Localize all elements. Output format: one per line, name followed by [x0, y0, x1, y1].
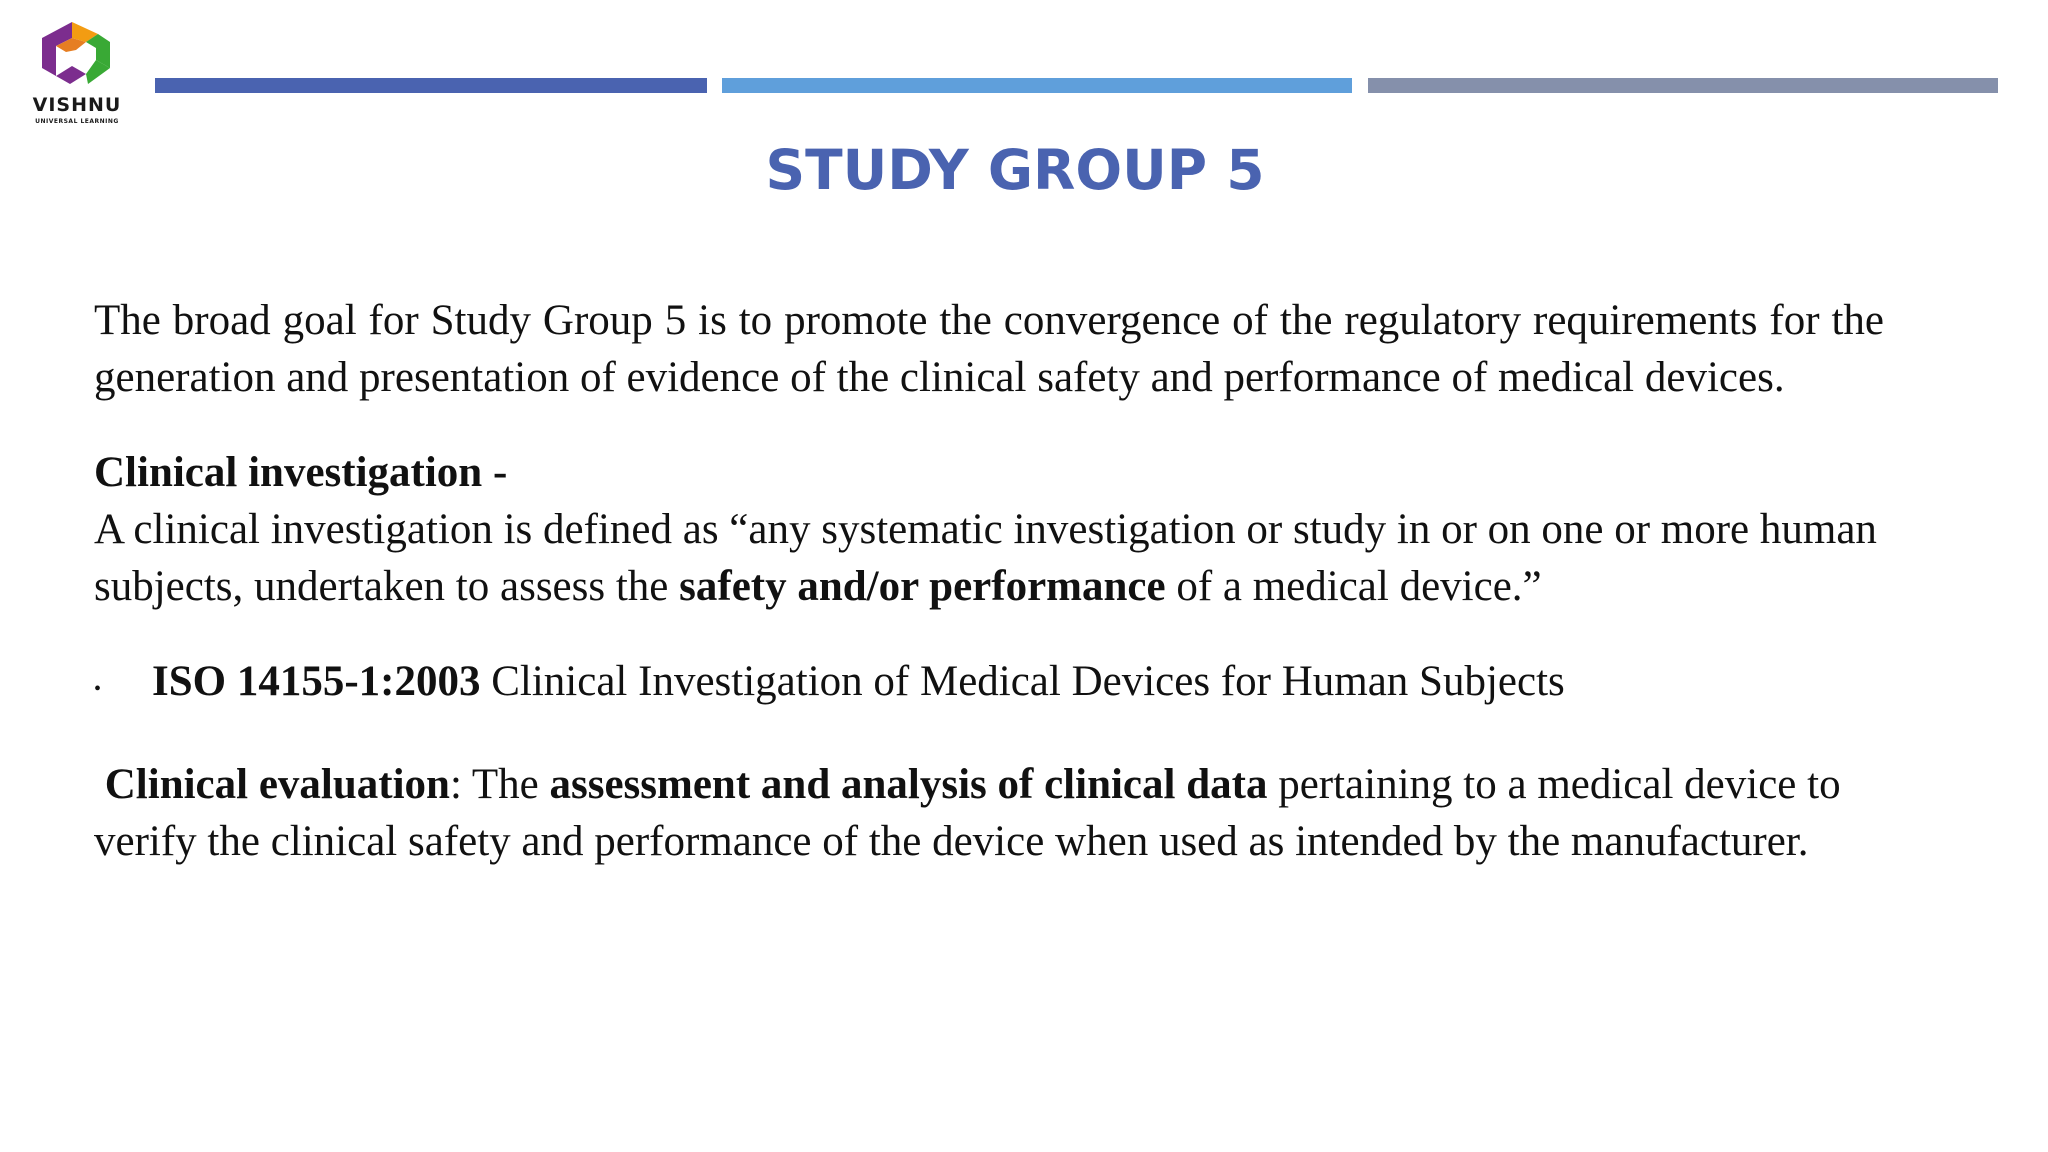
header-bar-2	[722, 78, 1352, 93]
clinical-investigation-heading	[94, 444, 1884, 501]
header-bar-1	[155, 78, 707, 93]
logo-tagline: UNIVERSAL LEARNING	[35, 118, 119, 125]
intro-paragraph: The broad goal for Study Group 5 is to promote the convergence of the regulatory requirements for the generation and presentation of evidence of the clinical safety and performance of medical devices.	[94, 297, 1884, 401]
ce-heading: Clinical evaluation	[104, 761, 450, 808]
slide-title: STUDY GROUP 5	[765, 138, 1265, 202]
ci-text-bold: safety and/or performance	[679, 563, 1166, 610]
iso-standard-title: Clinical Investigation of Medical Devices for Human Subjects	[480, 658, 1565, 705]
ci-heading-text: Clinical investigation -	[94, 449, 508, 496]
logo-name: VISHNU	[32, 94, 122, 116]
vishnu-logo	[22, 16, 132, 131]
logo-icon	[36, 16, 116, 94]
slide-content	[94, 292, 1884, 870]
ce-text-bold: assessment and analysis of clinical data	[549, 761, 1268, 808]
clinical-evaluation-paragraph	[94, 756, 1884, 870]
bullet-content	[152, 653, 1565, 710]
iso-standard-code: ISO 14155-1:2003	[152, 658, 481, 705]
ci-text-part-2: of a medical device.”	[1165, 563, 1542, 610]
header-bar-3	[1368, 78, 1998, 93]
bullet-icon: •	[94, 678, 102, 700]
ce-text-part-1: : The	[449, 761, 550, 808]
ce-text-part-2: pertaining to a medical device to verify the clinical safety and performance of the device when used as intended by the manufacturer.	[94, 761, 1841, 865]
bullet-iso-standard	[94, 653, 1884, 718]
ci-text-part-1: A clinical investigation is defined as “any systematic investigation or study in or on one or more human subjects, undertaken to assess the	[94, 506, 1877, 610]
clinical-investigation-definition	[94, 501, 1884, 615]
